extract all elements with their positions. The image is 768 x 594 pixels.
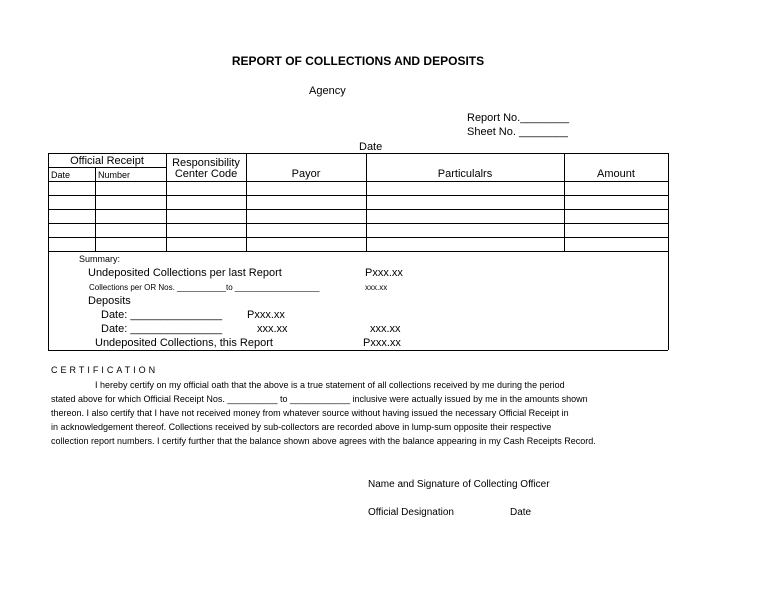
certification-line: in acknowledgement thereof. Collections received by sub-collectors are recorded above in lump-sum opposite their respective bbox=[51, 422, 552, 432]
deposit-total-amount: xxx.xx bbox=[370, 323, 401, 335]
or-nos-label: Collections per OR Nos. ___________to ___________________ bbox=[89, 283, 320, 292]
undeposited-prev-amount: Pxxx.xx bbox=[365, 267, 403, 279]
header-bottom-line bbox=[48, 181, 668, 182]
date-label: Date bbox=[359, 141, 383, 153]
row-line bbox=[48, 223, 668, 224]
report-number-field: Report No.________ bbox=[467, 112, 570, 124]
sheet-number-field: Sheet No. ________ bbox=[467, 126, 568, 138]
deposit-date-2-amount: xxx.xx bbox=[257, 323, 288, 335]
row-line bbox=[48, 209, 668, 210]
row-line bbox=[48, 195, 668, 196]
deposits-label: Deposits bbox=[88, 295, 131, 307]
certification-line: I hereby certify on my official oath that the above is a true statement of all collections received by me during the period bbox=[95, 380, 565, 390]
row-line bbox=[48, 251, 668, 252]
deposit-date-1-amount: Pxxx.xx bbox=[247, 309, 285, 321]
number-column-header: Number bbox=[98, 170, 131, 180]
deposit-date-1: Date: _______________ bbox=[101, 309, 223, 321]
payor-header: Payor bbox=[291, 168, 321, 180]
official-receipt-header: Official Receipt bbox=[70, 155, 144, 167]
report-title: REPORT OF COLLECTIONS AND DEPOSITS bbox=[231, 54, 485, 68]
amount-header: Amount bbox=[597, 168, 635, 180]
table-top-border bbox=[48, 153, 668, 154]
date-column-header: Date bbox=[51, 170, 71, 180]
certification-line: stated above for which Official Receipt Nos. __________ to ____________ inclusive were actually issued by me in the amounts shown bbox=[51, 394, 588, 404]
name-signature-label: Name and Signature of Collecting Officer bbox=[368, 479, 550, 490]
summary-label: Summary: bbox=[79, 254, 121, 264]
row-line bbox=[48, 237, 668, 238]
deposit-date-2: Date: _______________ bbox=[101, 323, 223, 335]
official-designation-label: Official Designation bbox=[368, 507, 454, 518]
table-right-border bbox=[668, 153, 669, 350]
or-nos-amount: xxx.xx bbox=[365, 283, 388, 292]
table-left-border bbox=[48, 153, 49, 350]
agency-label: Agency bbox=[309, 85, 346, 97]
certification-line: collection report numbers. I certify further that the balance shown above agrees with the balance appearing in my Cash Receipts Record. bbox=[51, 436, 596, 446]
or-subheader-line bbox=[48, 167, 166, 168]
certification-title: CERTIFICATION bbox=[51, 365, 159, 375]
rc-header-line2: Center Code bbox=[174, 168, 238, 180]
table-bottom-border bbox=[48, 350, 668, 351]
signature-date-label: Date bbox=[510, 507, 532, 518]
col-divider bbox=[95, 167, 96, 251]
undeposited-prev-label: Undeposited Collections per last Report bbox=[88, 267, 282, 279]
particulars-header: Particulalrs bbox=[437, 168, 493, 180]
rc-header-line1: Responsibility bbox=[172, 157, 240, 169]
undeposited-this-label: Undeposited Collections, this Report bbox=[95, 337, 273, 349]
undeposited-this-amount: Pxxx.xx bbox=[363, 337, 401, 349]
certification-line: thereon. I also certify that I have not received money from whatever source without having issued the necessary Official Receipt in bbox=[51, 408, 569, 418]
